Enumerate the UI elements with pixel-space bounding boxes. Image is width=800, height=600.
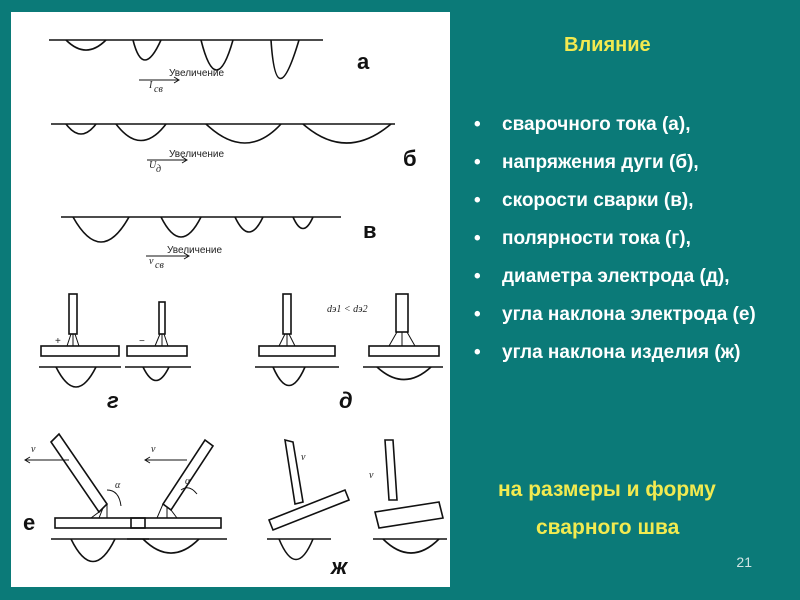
- speed-symbol-zh1: v: [301, 452, 306, 463]
- bullet-icon: •: [474, 228, 481, 249]
- diameter-relation-text: dэ1 < dэ2: [327, 304, 368, 315]
- speed-symbol-e1: v: [31, 444, 36, 455]
- speed-symbol-zh2: v: [369, 470, 374, 481]
- factor-list: [462, 112, 782, 378]
- alpha-label-2: α: [185, 476, 191, 487]
- label-d: д: [339, 388, 353, 413]
- weld-diagram: [11, 12, 450, 587]
- list-item: • напряжения дуги (б),: [474, 152, 699, 173]
- label-e: е: [23, 510, 36, 535]
- conclusion-line-1: на размеры и форму: [498, 478, 716, 501]
- list-item: • скорости сварки (в),: [474, 190, 694, 211]
- bullet-icon: •: [474, 304, 481, 325]
- bullet-icon: •: [474, 190, 481, 211]
- bullet-icon: •: [474, 266, 481, 287]
- label-g: г: [107, 388, 119, 413]
- voltage-subscript: д: [156, 164, 162, 175]
- row-voltage: [51, 124, 395, 175]
- current-increase-text: Увеличение: [169, 68, 225, 79]
- page-number: 21: [736, 554, 752, 570]
- conclusion-line-2: сварного шва: [536, 516, 680, 539]
- row-workpiece-angle: [267, 440, 447, 560]
- list-item: • угла наклона изделия (ж): [474, 342, 741, 363]
- label-zh: ж: [331, 554, 348, 579]
- speed-symbol-e2: v: [151, 444, 156, 455]
- row-diameter: [255, 294, 443, 386]
- list-item: • сварочного тока (а),: [474, 114, 691, 135]
- label-v: в: [363, 218, 377, 243]
- row-speed: [61, 217, 341, 271]
- bullet-icon: •: [474, 114, 481, 135]
- voltage-increase-text: Увеличение: [169, 149, 225, 160]
- speed-increase-text: Увеличение: [167, 245, 223, 256]
- row-current: [49, 40, 323, 95]
- label-a: а: [357, 49, 370, 74]
- speed-subscript: св: [155, 260, 164, 271]
- row-electrode-angle: [25, 434, 227, 562]
- current-subscript: св: [154, 84, 163, 95]
- list-item: • угла наклона электрода (е): [474, 304, 756, 325]
- bullet-icon: •: [474, 152, 481, 173]
- minus-sign: −: [139, 336, 145, 347]
- bullet-icon: •: [474, 342, 481, 363]
- list-item: • диаметра электрода (д),: [474, 266, 730, 287]
- voltage-symbol: U: [149, 160, 157, 171]
- list-item: • полярности тока (г),: [474, 228, 691, 249]
- row-polarity: [39, 294, 191, 387]
- slide-title: Влияние: [564, 34, 651, 56]
- speed-symbol: v: [149, 256, 154, 267]
- label-b: б: [403, 146, 417, 171]
- alpha-label-1: α: [115, 480, 121, 491]
- current-symbol: I: [149, 80, 153, 91]
- plus-sign: +: [55, 336, 61, 347]
- weld-diagram-panel: [11, 12, 450, 587]
